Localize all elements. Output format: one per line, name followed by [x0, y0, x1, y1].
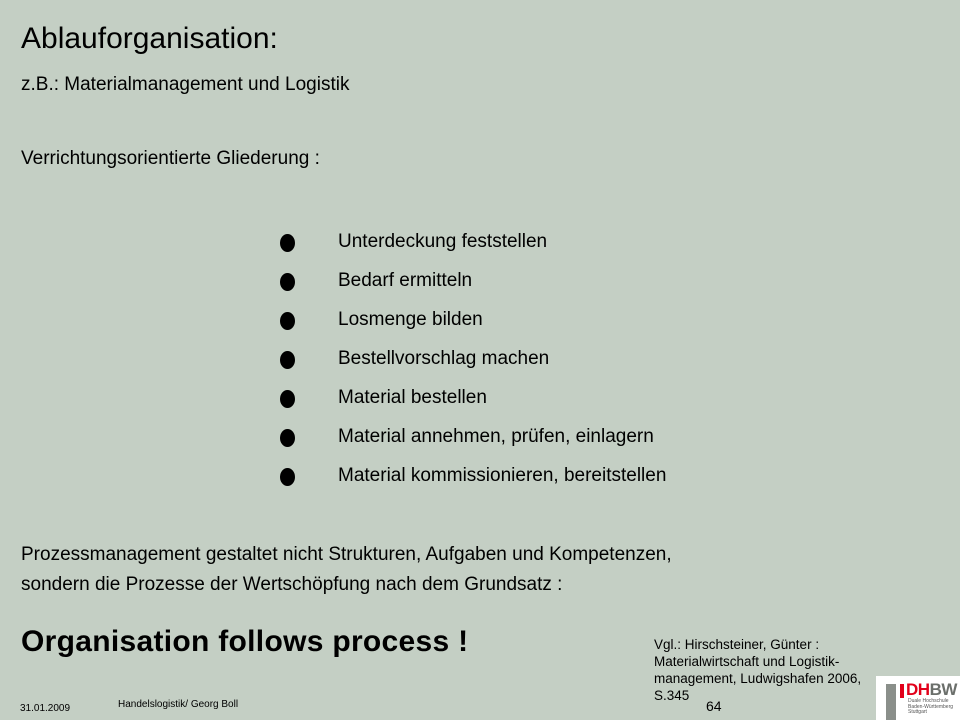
slide-title: Ablauforganisation: [21, 22, 278, 55]
list-item [280, 456, 666, 495]
list-item [280, 378, 666, 417]
list-item-label: Material annehmen, prüfen, einlagern [338, 425, 654, 447]
reference-line: Materialwirtschaft und Logistik- [654, 654, 840, 669]
list-item [280, 300, 666, 339]
list-item-label: Material kommissionieren, bereitstellen [338, 464, 667, 486]
list-item-label: Bestellvorschlag machen [338, 347, 550, 369]
list-item [280, 261, 666, 300]
page-number: 64 [706, 698, 722, 714]
bullet-icon [280, 429, 295, 447]
body-paragraph [21, 540, 672, 600]
list-item [280, 417, 666, 456]
logo-mark-icon [900, 684, 904, 698]
dhbw-logo [876, 676, 960, 720]
reference-line: S.345 [654, 688, 690, 703]
logo-text: DHBW [906, 680, 957, 699]
list-item [280, 222, 666, 261]
bullet-icon [280, 351, 295, 369]
bullet-icon [280, 312, 295, 330]
list-item-label: Losmenge bilden [338, 308, 483, 330]
task-list [280, 222, 666, 495]
footer-date: 31.01.2009 [20, 703, 71, 714]
bullet-icon [280, 234, 295, 252]
footer-course: Handelslogistik/ Georg Boll [118, 699, 239, 710]
list-item-label: Material bestellen [338, 386, 487, 408]
reference-line: Vgl.: Hirschsteiner, Günter : [654, 637, 820, 652]
logo-bar-icon [886, 684, 896, 720]
logo-small-text: Duale Hochschule Baden-Württemberg Stuttgart [908, 698, 954, 715]
list-item-label: Unterdeckung feststellen [338, 230, 548, 252]
bullet-icon [280, 390, 295, 408]
reference-line: management, Ludwigshafen 2006, [654, 671, 862, 686]
paragraph-line: sondern die Prozesse der Wertschöpfung nach dem Grundsatz : [21, 574, 563, 595]
slide-subtitle: z.B.: Materialmanagement und Logistik [21, 74, 350, 95]
list-item-label: Bedarf ermitteln [338, 269, 473, 291]
section-heading: Verrichtungsorientierte Gliederung : [21, 148, 320, 169]
motto-heading: Organisation follows process ! [21, 625, 469, 658]
list-item [280, 339, 666, 378]
bullet-icon [280, 468, 295, 486]
bullet-icon [280, 273, 295, 291]
paragraph-line: Prozessmanagement gestaltet nicht Strukturen, Aufgaben und Kompetenzen, [21, 544, 672, 565]
